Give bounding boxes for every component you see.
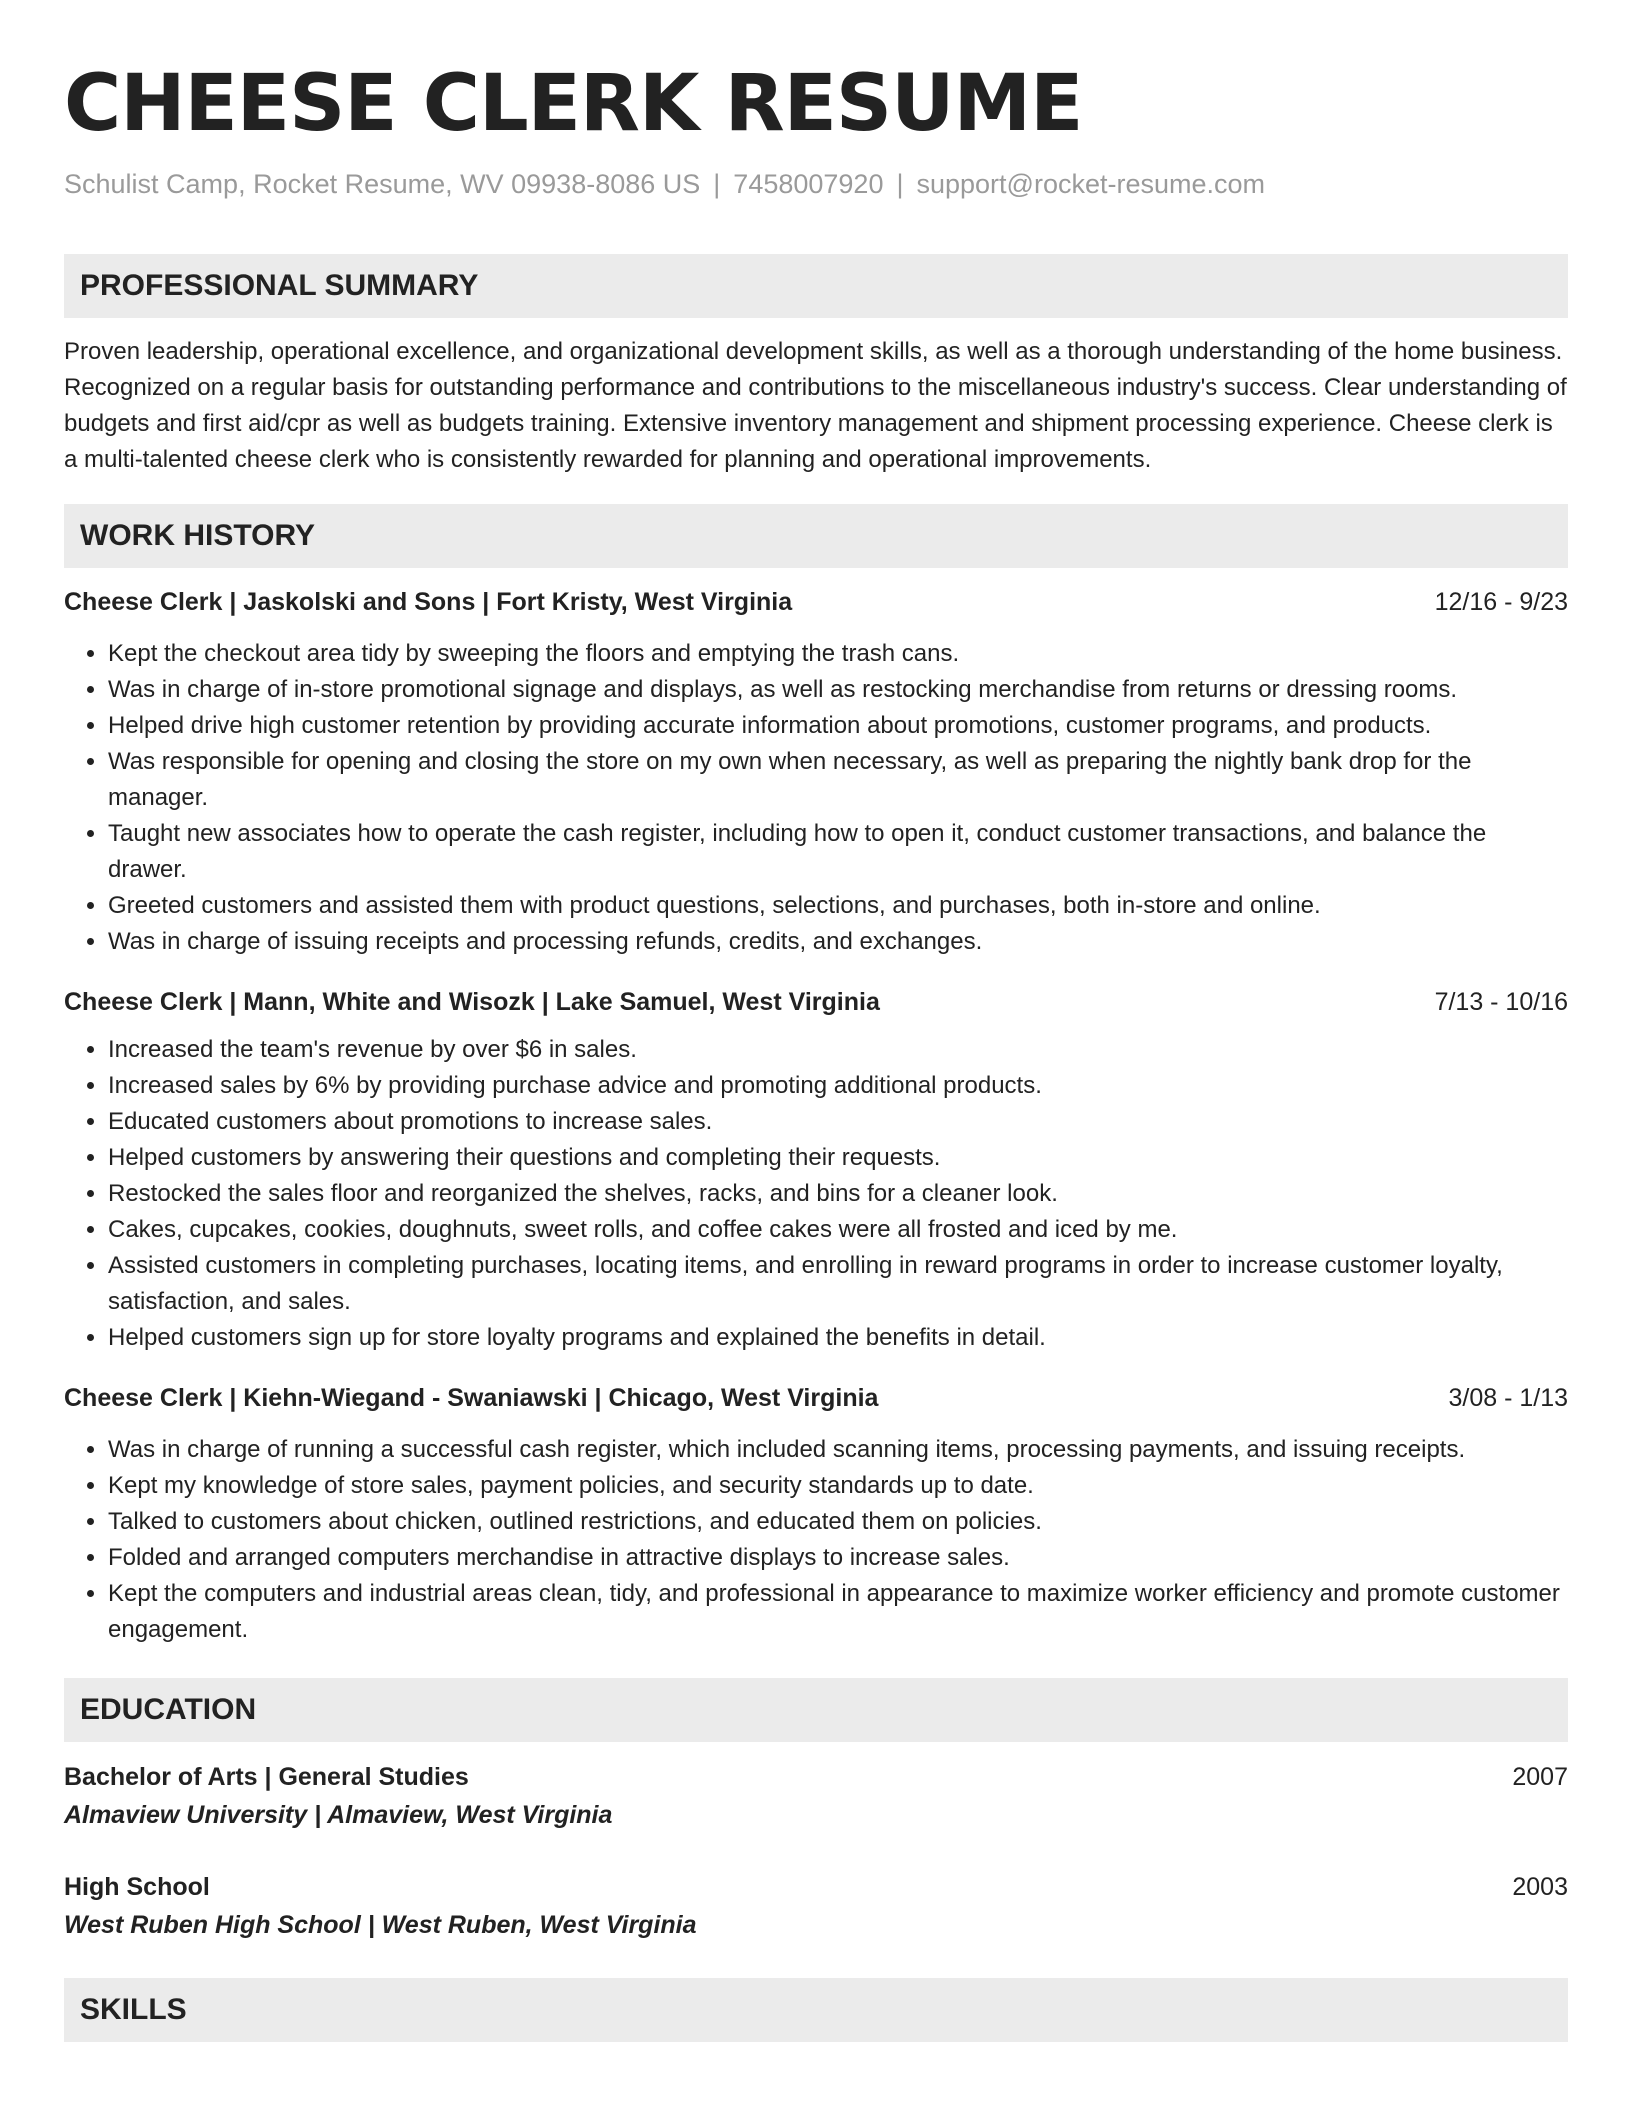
education-school: West Ruben High School | West Ruben, West Virginia: [64, 1911, 697, 1939]
job-title: Cheese Clerk | Mann, White and Wisozk | Lake Samuel, West Virginia: [64, 988, 880, 1016]
job-bullet: • Was responsible for opening and closing the store on my own when necessary, as well as preparing the nightly bank drop for the manager.: [108, 744, 1568, 816]
contact-address: Schulist Camp, Rocket Resume, WV 09938-8086 US: [64, 169, 701, 199]
job-bullet: • Cakes, cupcakes, cookies, doughnuts, sweet rolls, and coffee cakes were all frosted and iced by me.: [108, 1212, 1568, 1248]
job-bullets: [64, 636, 1568, 960]
job-bullet: • Folded and arranged computers merchandise in attractive displays to increase sales.: [108, 1540, 1568, 1576]
resume-title: CHEESE CLERK RESUME: [64, 59, 1083, 149]
section-heading-work: WORK HISTORY: [64, 504, 1568, 568]
job-bullet: • Helped drive high customer retention by providing accurate information about promotions, customer programs, and products.: [108, 708, 1568, 744]
job-bullet: • Kept the checkout area tidy by sweeping the floors and emptying the trash cans.: [108, 636, 1568, 672]
education-degree: High School: [64, 1873, 210, 1901]
education-year: 2007: [1512, 1763, 1568, 1791]
education-entry: [64, 1868, 1568, 1944]
summary-text: Proven leadership, operational excellence, and organizational development skills, as well as a thorough understanding of the home business. Recognized on a regular basis for outstanding performance and contributions to the miscellaneous industry's success. Clear understanding of budgets and first aid/cpr as well as budgets training. Extensive inventory management and shipment processing experience. Cheese clerk is a multi-talented cheese clerk who is consistently rewarded for planning and operational improvements.: [64, 338, 1567, 473]
job-bullet: • Was in charge of issuing receipts and processing refunds, credits, and exchanges.: [108, 924, 1568, 960]
job-bullet: • Taught new associates how to operate the cash register, including how to open it, conduct customer transactions, and balance the drawer.: [108, 816, 1568, 888]
section-heading-skills: SKILLS: [64, 1978, 1568, 2042]
education-school: Almaview University | Almaview, West Virginia: [64, 1801, 613, 1829]
job-bullet: • Kept my knowledge of store sales, payment policies, and security standards up to date.: [108, 1468, 1568, 1504]
job-entry: [64, 1380, 1568, 1648]
job-header: [64, 584, 1568, 620]
job-bullet: • Kept the computers and industrial areas clean, tidy, and professional in appearance to maximize worker efficiency and promote customer engagement.: [108, 1576, 1568, 1648]
section-heading-summary: PROFESSIONAL SUMMARY: [64, 254, 1568, 318]
education-entry: [64, 1758, 1568, 1834]
contact-separator: |: [713, 169, 721, 199]
job-bullets: [64, 1032, 1568, 1356]
job-dates: 3/08 - 1/13: [1448, 1384, 1568, 1412]
contact-separator: |: [896, 169, 904, 199]
job-dates: 12/16 - 9/23: [1434, 588, 1568, 616]
contact-email[interactable]: support@rocket-resume.com: [916, 169, 1266, 199]
job-bullet: • Greeted customers and assisted them with product questions, selections, and purchases, both in-store and online.: [108, 888, 1568, 924]
job-dates: 7/13 - 10/16: [1434, 988, 1568, 1016]
education-header: [64, 1868, 1568, 1906]
job-entry: [64, 584, 1568, 960]
job-bullet: • Increased sales by 6% by providing purchase advice and promoting additional products.: [108, 1068, 1568, 1104]
job-header: [64, 984, 1568, 1020]
job-bullet: • Helped customers by answering their questions and completing their requests.: [108, 1140, 1568, 1176]
education-header: [64, 1758, 1568, 1796]
job-bullet: • Educated customers about promotions to increase sales.: [108, 1104, 1568, 1140]
section-heading-education: EDUCATION: [64, 1678, 1568, 1742]
job-bullets: [64, 1432, 1568, 1648]
education-degree: Bachelor of Arts | General Studies: [64, 1763, 469, 1791]
contact-line: [64, 166, 1568, 202]
job-bullet: • Assisted customers in completing purchases, locating items, and enrolling in reward programs in order to increase customer loyalty, satisfaction, and sales.: [108, 1248, 1568, 1320]
job-entry: [64, 984, 1568, 1356]
job-bullet: • Talked to customers about chicken, outlined restrictions, and educated them on policies.: [108, 1504, 1568, 1540]
job-header: [64, 1380, 1568, 1416]
job-bullet: • Was in charge of running a successful cash register, which included scanning items, processing payments, and issuing receipts.: [108, 1432, 1568, 1468]
job-bullet: • Was in charge of in-store promotional signage and displays, as well as restocking merchandise from returns or dressing rooms.: [108, 672, 1568, 708]
job-title: Cheese Clerk | Kiehn-Wiegand - Swaniawski | Chicago, West Virginia: [64, 1384, 879, 1412]
job-bullet: • Helped customers sign up for store loyalty programs and explained the benefits in detail.: [108, 1320, 1568, 1356]
job-bullet: • Increased the team's revenue by over $6 in sales.: [108, 1032, 1568, 1068]
job-bullet: • Restocked the sales floor and reorganized the shelves, racks, and bins for a cleaner look.: [108, 1176, 1568, 1212]
job-title: Cheese Clerk | Jaskolski and Sons | Fort Kristy, West Virginia: [64, 588, 793, 616]
education-year: 2003: [1512, 1873, 1568, 1901]
contact-phone: 7458007920: [733, 169, 884, 199]
